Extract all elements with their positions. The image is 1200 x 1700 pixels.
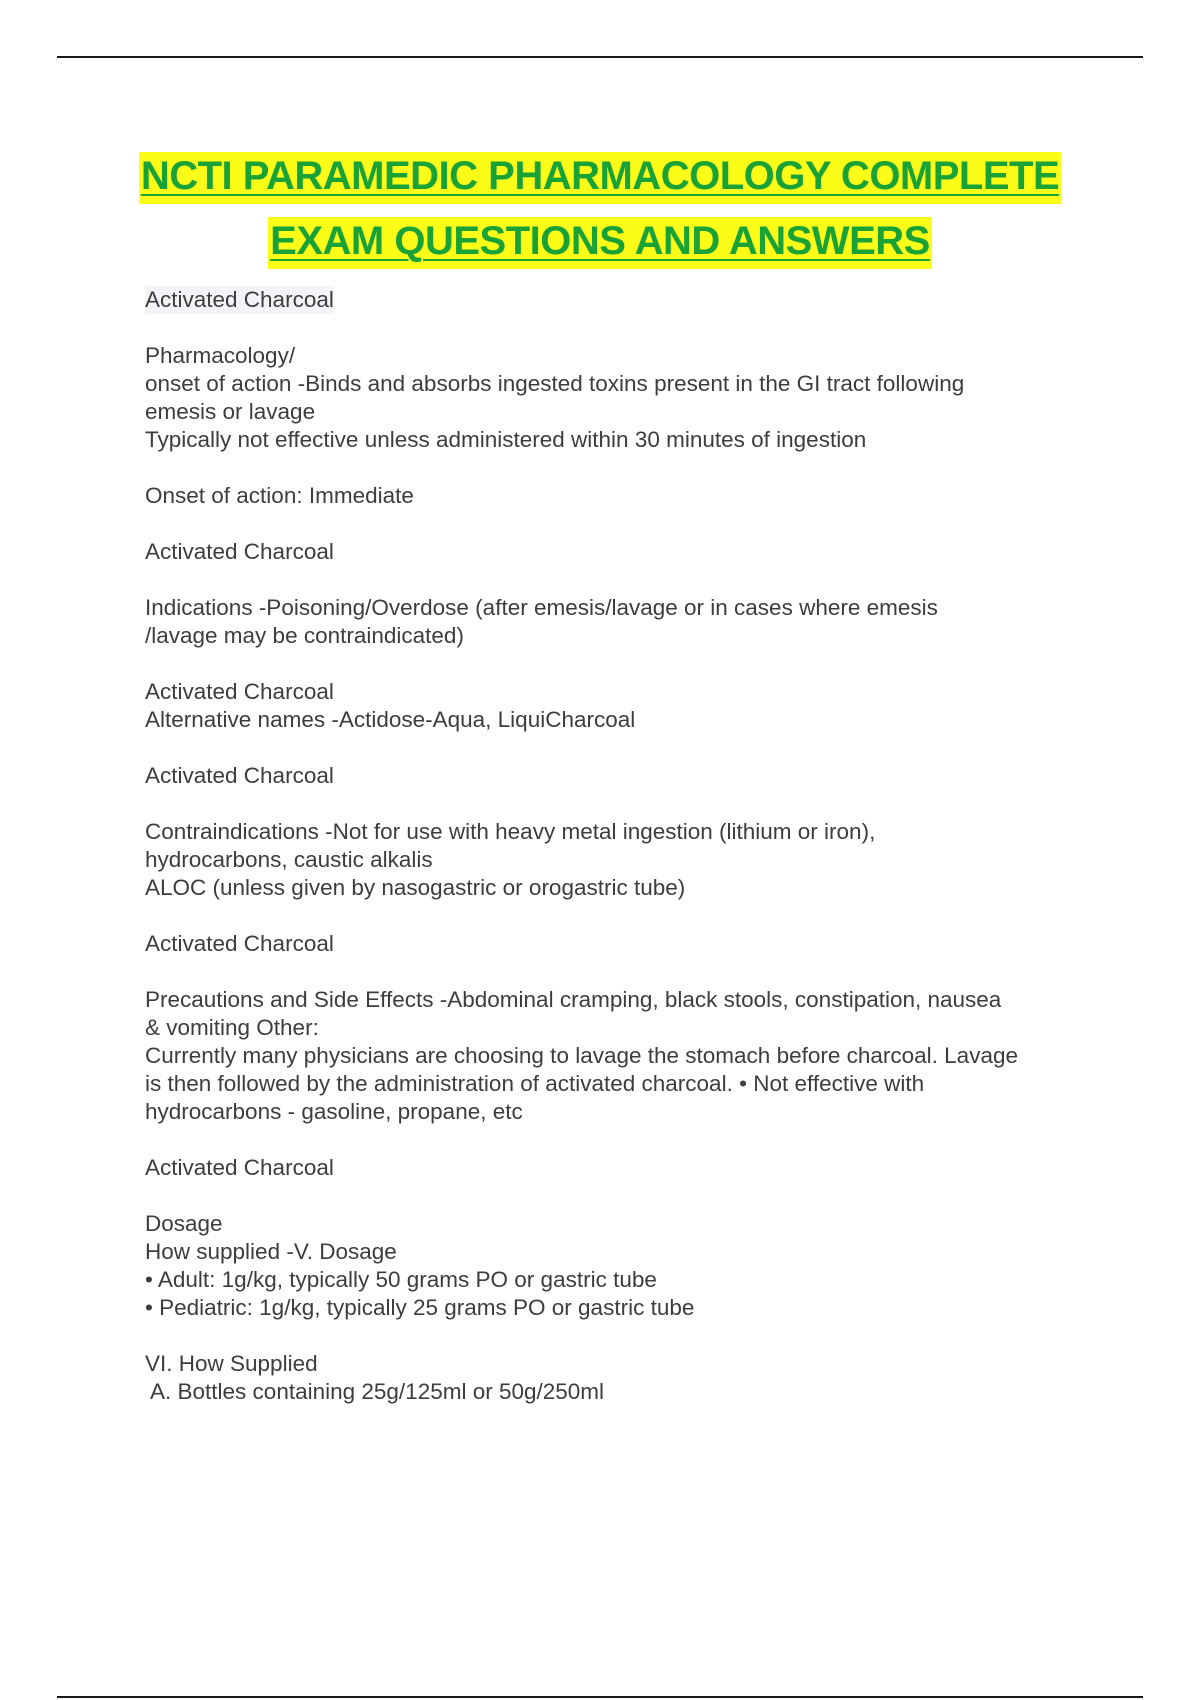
- card-answer-line: hydrocarbons - gasoline, propane, etc: [145, 1099, 523, 1124]
- card-answer-line: emesis or lavage: [145, 399, 316, 424]
- card-term: Activated Charcoal: [145, 763, 334, 788]
- card-answer-line: Contraindications -Not for use with heavy metal ingestion (lithium or iron),: [145, 819, 876, 844]
- card-answer-line: is then followed by the administration of activated charcoal. • Not effective with: [145, 1071, 925, 1096]
- card-answer-line: VI. How Supplied: [145, 1351, 318, 1376]
- card-answer-line: & vomiting Other:: [145, 1015, 319, 1040]
- card-answer-line: Onset of action: Immediate: [145, 483, 414, 508]
- card-answer-line: Typically not effective unless administered within 30 minutes of ingestion: [145, 427, 867, 452]
- card-answer-line: onset of action -Binds and absorbs ingested toxins present in the GI tract following: [145, 371, 965, 396]
- card-answer-line: How supplied -V. Dosage: [145, 1239, 397, 1264]
- card-answer-line: hydrocarbons, caustic alkalis: [145, 847, 433, 872]
- card-answer-line: • Pediatric: 1g/kg, typically 25 grams PO or gastric tube: [145, 1295, 695, 1320]
- card-answer-line: /lavage may be contraindicated): [145, 623, 464, 648]
- card-answer-line: ALOC (unless given by nasogastric or orogastric tube): [145, 875, 686, 900]
- card-term: Activated Charcoal: [145, 287, 334, 312]
- footer-rule: [57, 1696, 1143, 1698]
- card-answer-line: Precautions and Side Effects -Abdominal cramping, black stools, constipation, nausea: [145, 987, 1002, 1012]
- card-term: Activated Charcoal: [145, 679, 334, 704]
- document-title: [0, 144, 1200, 274]
- card-answer-line: • Adult: 1g/kg, typically 50 grams PO or gastric tube: [145, 1267, 657, 1292]
- card-answer-line: Alternative names -Actidose-Aqua, LiquiCharcoal: [145, 707, 636, 732]
- card-answer-line: A. Bottles containing 25g/125ml or 50g/250ml: [145, 1379, 605, 1404]
- card-question: Pharmacology/: [145, 343, 296, 368]
- card-answer-line: Currently many physicians are choosing to lavage the stomach before charcoal. Lavage: [145, 1043, 1018, 1068]
- card-question: Dosage: [145, 1211, 223, 1236]
- header-rule: [57, 56, 1143, 58]
- card-term: Activated Charcoal: [145, 931, 334, 956]
- card-term: Activated Charcoal: [145, 1155, 334, 1180]
- card-term: Activated Charcoal: [145, 539, 334, 564]
- title-line-2: EXAM QUESTIONS AND ANSWERS: [268, 217, 932, 269]
- card-answer-line: Indications -Poisoning/Overdose (after emesis/lavage or in cases where emesis: [145, 595, 938, 620]
- document-body: [145, 286, 1095, 1406]
- title-line-1: NCTI PARAMEDIC PHARMACOLOGY COMPLETE: [139, 152, 1061, 204]
